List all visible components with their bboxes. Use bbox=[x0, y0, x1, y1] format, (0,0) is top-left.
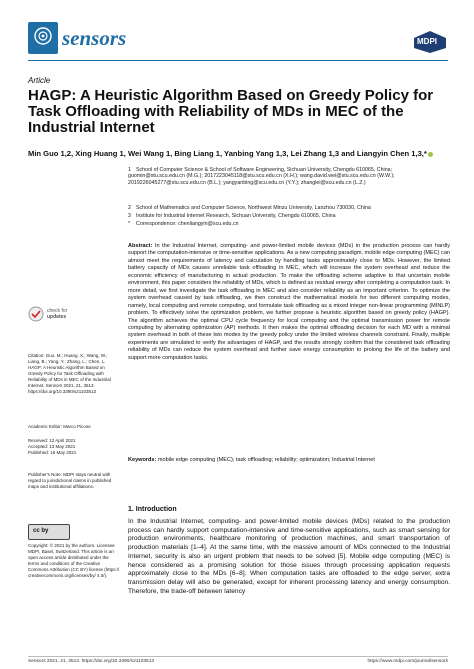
footer-citation[interactable]: Sensors 2021, 21, 3513. https://doi.org/10.3390/s21103513 bbox=[28, 659, 155, 664]
copyright: Copyright: © 2021 by the authors. Licensee MDPI, Basel, Switzerland. This article is an open access article distributed under the terms and conditions of the Creative Commons Attribution (CC BY) license (https:// creativecommons.org/licenses/by/ 4.0/). bbox=[28, 543, 120, 578]
date-accepted: Accepted: 13 May 2021 bbox=[28, 444, 76, 449]
cc-license-badge[interactable] bbox=[28, 524, 70, 540]
journal-name: sensors bbox=[62, 26, 127, 50]
cc-by-icon: cc by bbox=[33, 528, 49, 534]
affiliation-1 bbox=[128, 167, 450, 186]
check-updates-line1: check for bbox=[47, 308, 68, 314]
academic-editor: Academic Editor: Marco Picone bbox=[28, 424, 91, 429]
affiliation-text: School of Computer Science & School of Software Engineering, Sichuan University, Chengdu 610065, China; guomin@stu.scu.edu.cn (M.G.); 2017223045118@stu.scu.edu.cn (X.H.); wang.david.wei@stu.scu.edu.cn (W.W.); 2019226045277@stu.scu.edu.cn (B.L.); yangyanbing@scu.edu.cn (Y.Y.); zhanglei@scu.edu.cn (L.Z.) bbox=[128, 167, 395, 186]
publisher-badge-label: MDPI bbox=[417, 37, 437, 46]
check-updates-icon bbox=[28, 306, 44, 322]
publisher-note: Publisher's Note: MDPI stays neutral with regard to jurisdictional claims in published maps and institutional affiliations. bbox=[28, 472, 112, 489]
dates bbox=[28, 438, 120, 456]
affiliation-number: 2 bbox=[128, 205, 131, 211]
abstract bbox=[128, 243, 450, 362]
publisher-badge bbox=[412, 30, 448, 54]
affiliation-text: Institute for Industrial Internet Research, Sichuan University, Chengdu 610065, China bbox=[136, 213, 336, 219]
keywords bbox=[128, 457, 450, 464]
check-updates-line2: updates bbox=[47, 314, 67, 320]
affiliation-number: 1 bbox=[128, 167, 131, 173]
affiliation-number: 3 bbox=[128, 213, 131, 219]
page-title: HAGP: A Heuristic Algorithm Based on Greedy Policy for Task Offloading with Reliability of MDs in MEC of the Industrial Internet bbox=[28, 87, 434, 136]
intro-paragraph: In the Industrial Internet, computing- and power-limited mobile devices (MDs) related to the production process can hardly support computation-intensive and time-sensitive applications, such as smart sensing for production environments, healthcare monitoring of production machines, and smart transportation of production materials [1–4]. At the same time, with the massive amount of MDs connected to the Industrial Internet, security is also an urgent problem that needs to be solved [5]. Mobile edge computing (MEC) is hence considered as a promising solution for those issues through processing application requests approximately close to the MDs [6–8]. When computation tasks are offloaded to the edge server, extra transmission delay will also be generated, except for inherent processing latency and energy consumption. Therefore, the trade-off between latency bbox=[128, 518, 450, 595]
date-published: Published: 18 May 2021 bbox=[28, 450, 77, 455]
citation: Citation: Guo, M.; Huang, X.; Wang, W.; Liang, B.; Yang, Y.; Zhang, L.; Chen, L. HAGP: A Heuristic Algorithm Based on Greedy Policy for Task Offloading with Reliability of MDs in MEC of the Industrial Internet. Sensors 2021, 21, 3513. https://doi.org/10.3390/s21103513 bbox=[28, 353, 111, 394]
sensor-logo-icon bbox=[32, 25, 54, 47]
footer-journal-link[interactable]: https://www.mdpi.com/journal/sensors bbox=[367, 659, 448, 664]
abstract-text: In the Industrial Internet, computing- and power-limited mobile devices (MDs) in the production process can hardly support the computation-intensive or time-sensitive applications. As a new computing paradigm, mobile edge computing (MEC) can almost meet the requirements of latency and calculation by handling tasks approximately close to MDs. However, the limited battery capacity of MDs causes unreliable task offloading in MEC, which will increase the system overhead and reduce the economic efficiency of manufacturing in actual production. To make the offloading scheme adaptive to that uncertain mobile environment, this paper considers the reliability of MDs, which is defined as residual energy after completing a computation task. In more detail, we first investigate the task offloading in MEC and also consider reliability as an important criterion. To optimize the system overhead caused by task offloading, we then construct the mathematical models for two different computing modes, namely, local computing and remote computing, and formulate task offloading as a mixed integer non-linear programming (MINLP) problem. To effectively solve the optimization problem, we further propose a heuristic algorithm based on greedy policy (HAGP). The algorithm achieves the optimal CPU cycle frequency for local computing and the optimal transmission power for remote computing by alternating optimization (AP) methods. It then makes the optimal offloading decision for each MD with a minimal system overhead in both of these two modes by the greedy policy under the limited wireless channels constraint. Finally, multiple experiments are simulated to verify the advantages of HAGP, and the results strongly confirm that the considered task offloading reliability of MDs can reduce the system overhead and further save energy consumption to prolong the life of the battery and support more computation tasks. bbox=[128, 243, 450, 361]
header-rule bbox=[28, 60, 448, 61]
check-for-updates-button[interactable] bbox=[28, 306, 88, 336]
keywords-text: mobile edge computing (MEC); task offloading; reliability; optimization; Industrial Internet bbox=[157, 457, 375, 463]
affiliation-number: * bbox=[128, 221, 131, 227]
keywords-label: Keywords: bbox=[128, 457, 157, 463]
affiliation-2 bbox=[128, 205, 450, 211]
footer-rule bbox=[28, 656, 448, 657]
affiliation-text: School of Mathematics and Computer Science, Northwest Minzu University, Lanzhou 730030, China bbox=[136, 205, 371, 211]
correspondence bbox=[128, 221, 450, 227]
author-list bbox=[28, 149, 448, 158]
orcid-icon[interactable] bbox=[428, 152, 433, 157]
date-received: Received: 12 April 2021 bbox=[28, 438, 76, 443]
correspondence-text: Correspondence: chenliangyin@scu.edu.cn bbox=[136, 221, 239, 227]
section-heading: 1. Introduction bbox=[128, 506, 177, 513]
abstract-label: Abstract: bbox=[128, 243, 153, 249]
authors-text: Min Guo 1,2, Xing Huang 1, Wei Wang 1, Bing Liang 1, Yanbing Yang 1,3, Lei Zhang 1,3 and Liangyin Chen 1,3,* bbox=[28, 149, 427, 158]
affiliation-3 bbox=[128, 213, 450, 219]
journal-logo bbox=[28, 22, 58, 54]
article-type: Article bbox=[28, 76, 51, 85]
